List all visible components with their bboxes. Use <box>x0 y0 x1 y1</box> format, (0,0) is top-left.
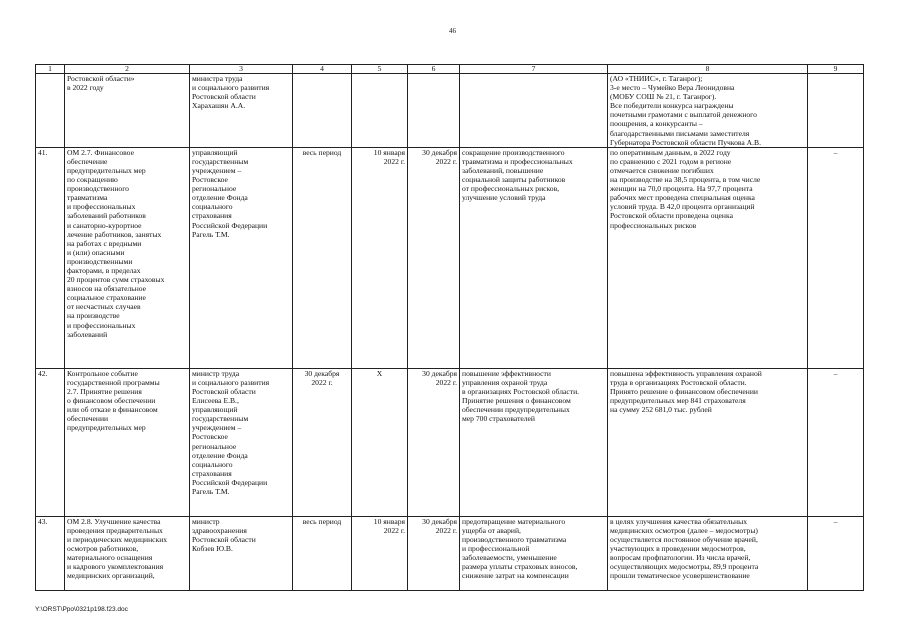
end-date-cell: 30 декабря 2022 г. <box>408 368 460 516</box>
column-header: 9 <box>808 65 864 74</box>
start-date-cell: 10 января 2022 г. <box>352 147 408 368</box>
table-row <box>36 74 864 148</box>
column-header: 3 <box>190 65 293 74</box>
column-header: 4 <box>293 65 352 74</box>
actual-result-cell: по оперативным данным, в 2022 году по сравнению с 2021 годом в регионе отмечается снижение погибших на производстве на 38,5 процента, в том числе женщин на 70,0 процента. На 97,7 процента рабочих мест проведена специальная оценка условий труда. В 42,0 процента организаций Ростовской области проведена оценка профессиональных рисков <box>608 147 808 368</box>
table-header-row <box>36 65 864 74</box>
note-cell: – <box>808 147 864 368</box>
actual-result-cell: повышена эффективность управления охраной труда в организациях Ростовской области. Принято решение о финансовом обеспечении предупредительных мер 841 страхователя на сумму 252 681,0 тыс. рублей <box>608 368 808 516</box>
note-cell: – <box>808 368 864 516</box>
row-number: 41. <box>36 147 65 368</box>
report-table <box>35 64 864 591</box>
note-cell: – <box>808 516 864 590</box>
note-cell <box>808 74 864 148</box>
column-header: 6 <box>408 65 460 74</box>
expected-result-cell: сокращение производственного травматизма и профессиональных заболеваний, повышение социальной защиты работников от профессиональных рисков, улучшение условий труда <box>460 147 608 368</box>
responsible-cell: министр здравоохранения Ростовской области Кобзев Ю.В. <box>190 516 293 590</box>
table-row <box>36 368 864 516</box>
end-date-cell: 30 декабря 2022 г. <box>408 147 460 368</box>
event-name-cell: ОМ 2.8. Улучшение качества проведения предварительных и периодических медицинских осмотров работников, материального оснащения и кадрового укомплектования медицинских организаций, <box>65 516 190 590</box>
expected-result-cell <box>460 74 608 148</box>
column-header: 2 <box>65 65 190 74</box>
period-cell <box>293 74 352 148</box>
event-name-cell: Контрольное событие государственной программы 2.7. Принятие решения о финансовом обеспечении или об отказе в финансовом обеспечении предупредительных мер <box>65 368 190 516</box>
file-path-footer: Y:\ORST\Ppo\0321p198.f23.doc <box>35 606 128 613</box>
start-date-cell: Х <box>352 368 408 516</box>
responsible-cell: министра труда и социального развития Ростовской области Харахашян А.А. <box>190 74 293 148</box>
row-number: 42. <box>36 368 65 516</box>
table-row <box>36 147 864 368</box>
actual-result-cell: (АО «ТНИИС», г. Таганрог); 3-е место – Чумейко Вера Леонидовна (МОБУ СОШ № 21, г. Таганрог). Все победители конкурса награждены почетными грамотами с выплатой денежного поощрения, а конкурсанты – благодарственными письмами заместителя Губернатора Ростовской области Пучкова А.В. <box>608 74 808 148</box>
expected-result-cell: повышение эффективности управления охраной труда в организациях Ростовской области. Принятие решения о финансовом обеспечении предупредительных мер 700 страхователей <box>460 368 608 516</box>
event-name-cell: Ростовской области» в 2022 году <box>65 74 190 148</box>
column-header: 7 <box>460 65 608 74</box>
start-date-cell <box>352 74 408 148</box>
expected-result-cell: предотвращение материального ущерба от аварий, производственного травматизма и профессиональной заболеваемости, уменьшение размера уплаты страховых взносов, снижение затрат на компенсации <box>460 516 608 590</box>
start-date-cell: 10 января 2022 г. <box>352 516 408 590</box>
end-date-cell: 30 декабря 2022 г. <box>408 516 460 590</box>
period-cell: весь период <box>293 147 352 368</box>
table-row <box>36 516 864 590</box>
row-number: 43. <box>36 516 65 590</box>
period-cell: весь период <box>293 516 352 590</box>
column-header: 5 <box>352 65 408 74</box>
row-number <box>36 74 65 148</box>
page-number: 46 <box>449 27 456 35</box>
responsible-cell: управляющий государственным учреждением – Ростовское региональное отделение Фонда социального страхования Российской Федерации Рагель Т.М. <box>190 147 293 368</box>
column-header: 8 <box>608 65 808 74</box>
end-date-cell <box>408 74 460 148</box>
column-header: 1 <box>36 65 65 74</box>
event-name-cell: ОМ 2.7. Финансовое обеспечение предупредительных мер по сокращению производственного травматизма и профессиональных заболеваний работников и санаторно-курортное лечение работников, занятых на работах с вредными и (или) опасными производственными факторами, в пределах 20 процентов сумм страховых взносов на обязательное социальное страхование от несчастных случаев на производстве и профессиональных заболеваний <box>65 147 190 368</box>
responsible-cell: министр труда и социального развития Ростовской области Елисеева Е.В., управляющий государственным учреждением – Ростовское региональное отделение Фонда социального страхования Российской Федерации Рагель Т.М. <box>190 368 293 516</box>
actual-result-cell: в целях улучшения качества обязательных медицинских осмотров (далее – медосмотры) осуществляется постоянное обучение врачей, участвующих в проведении медосмотров, вопросам профпатологии. Из числа врачей, осуществляющих медосмотры, 89,9 процента прошли тематическое усовершенствование <box>608 516 808 590</box>
period-cell: 30 декабря 2022 г. <box>293 368 352 516</box>
